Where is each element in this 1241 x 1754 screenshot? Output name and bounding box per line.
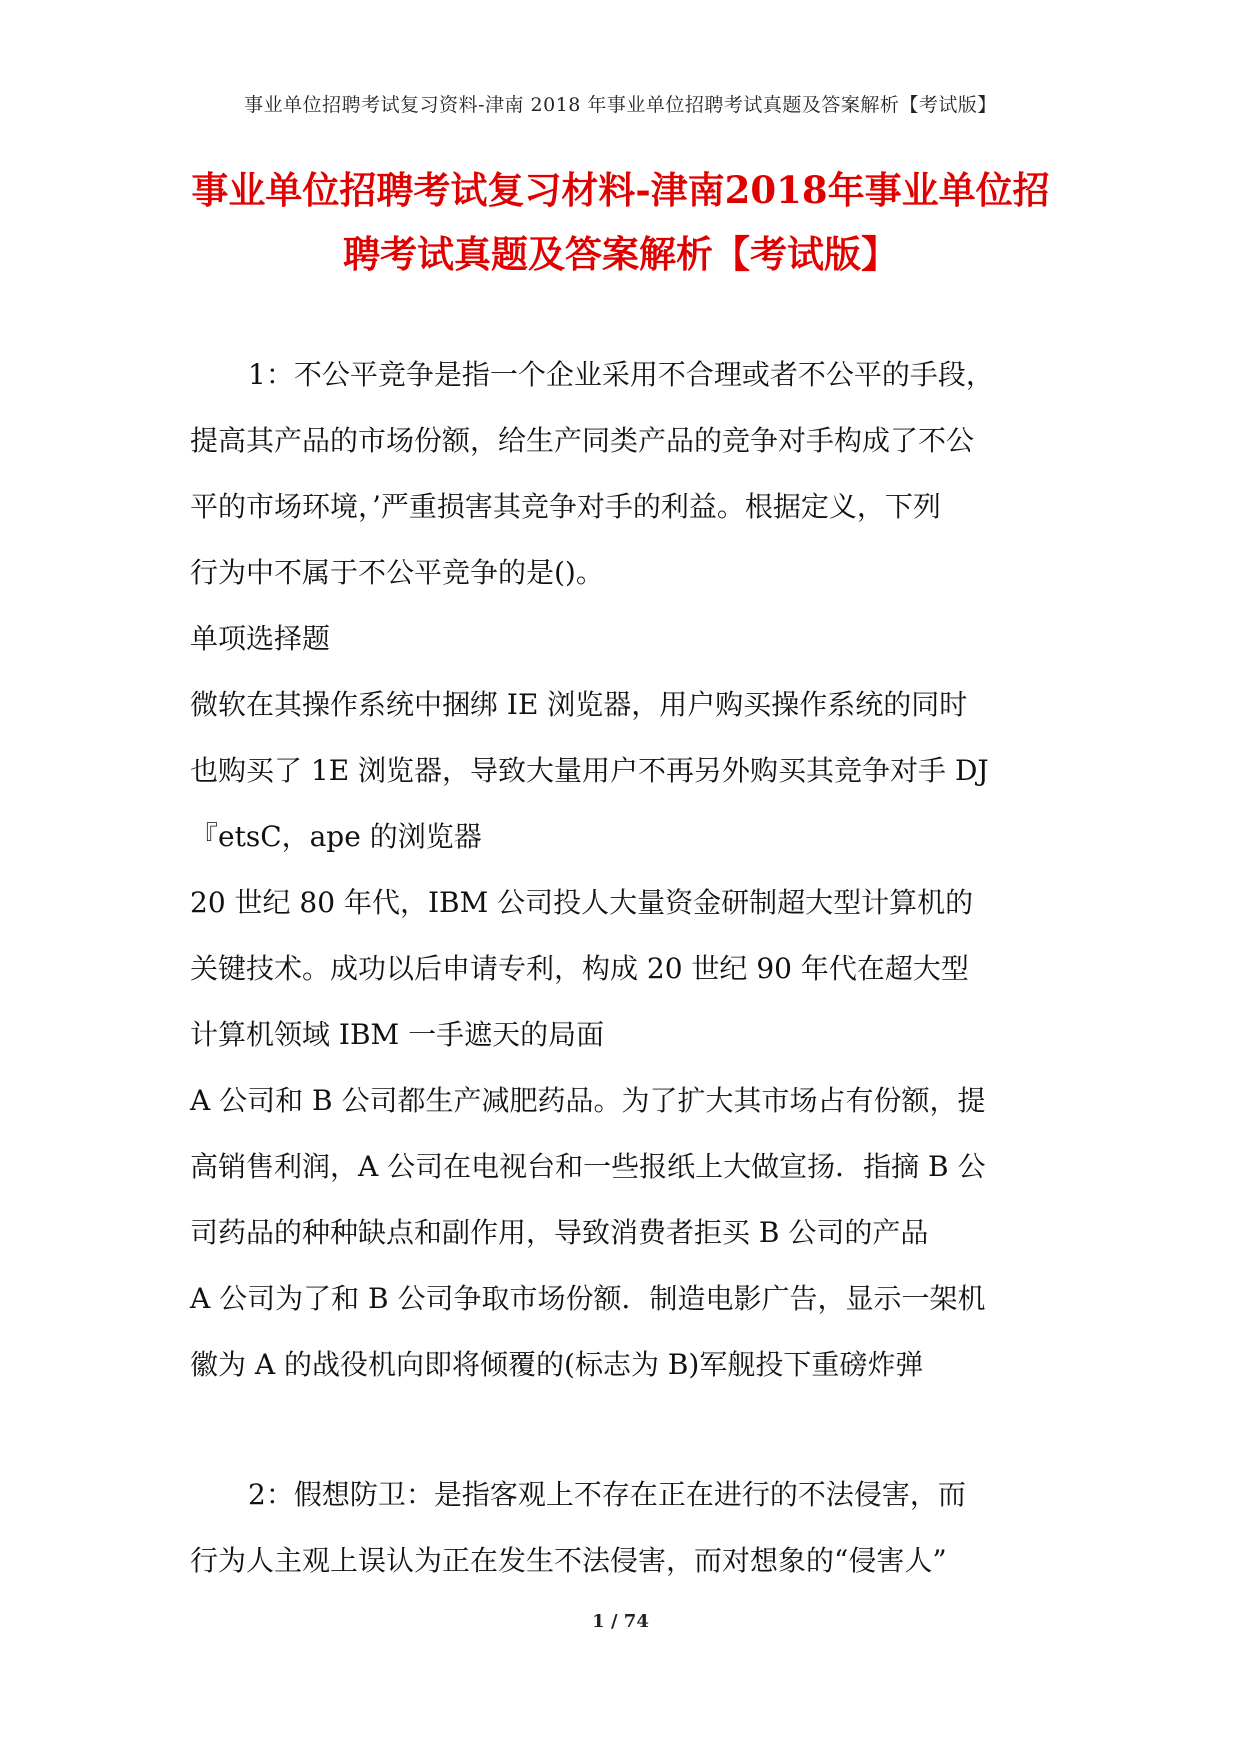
- question-2-block: [190, 1462, 1070, 1594]
- question-type-label: 单项选择题: [190, 622, 331, 655]
- option-line: 关键技术。成功以后申请专利，构成 20 世纪 90 年代在超大型: [190, 952, 969, 985]
- option-line: 徽为 A 的战役机向即将倾覆的(标志为 B)军舰投下重磅炸弹: [190, 1348, 924, 1381]
- question-1-stem-line: 提高其产品的市场份额，给生产同类产品的竞争对手构成了不公: [190, 424, 975, 457]
- option-line: 『etsC，ape 的浏览器: [190, 820, 482, 853]
- option-line: 微软在其操作系统中捆绑 IE 浏览器，用户购买操作系统的同时: [190, 688, 968, 721]
- option-line: 高销售利润，A 公司在电视台和一些报纸上大做宣扬．指摘 B 公: [190, 1150, 986, 1183]
- title-line-2: 聘考试真题及答案解析【考试版】: [343, 232, 898, 276]
- question-1-stem-line: 1：不公平竞争是指一个企业采用不合理或者不公平的手段，: [248, 358, 994, 391]
- option-line: 司药品的种种缺点和副作用，导致消费者拒买 B 公司的产品: [190, 1216, 929, 1249]
- option-line: 计算机领域 IBM 一手遮天的局面: [190, 1018, 605, 1051]
- page-number: 1 / 74: [592, 1611, 649, 1632]
- option-line: A 公司为了和 B 公司争取市场份额．制造电影广告，显示一架机: [190, 1282, 986, 1315]
- option-line: 20 世纪 80 年代，IBM 公司投人大量资金研制超大型计算机的: [190, 886, 974, 919]
- title-line-1: 事业单位招聘考试复习材料-津南2018年事业单位招: [191, 168, 1050, 212]
- question-1-stem-line: 平的市场环境，’严重损害其竞争对手的利益。根据定义，下列: [190, 490, 941, 523]
- option-line: A 公司和 B 公司都生产减肥药品。为了扩大其市场占有份额，提: [190, 1084, 986, 1117]
- question-1-stem-line: 行为中不属于不公平竞争的是()。: [190, 556, 604, 589]
- option-line: 也购买了 1E 浏览器，导致大量用户不再另外购买其竞争对手 DJ: [190, 754, 989, 787]
- question-2-stem-line: 行为人主观上误认为正在发生不法侵害，而对想象的“侵害人”: [190, 1544, 947, 1577]
- question-1-block: [190, 342, 1070, 1398]
- question-2-stem-line: 2：假想防卫：是指客观上不存在正在进行的不法侵害，而: [248, 1478, 966, 1511]
- document-title: [150, 158, 1091, 286]
- running-header: 事业单位招聘考试复习资料-津南 2018 年事业单位招聘考试真题及答案解析【考试版】: [244, 94, 997, 116]
